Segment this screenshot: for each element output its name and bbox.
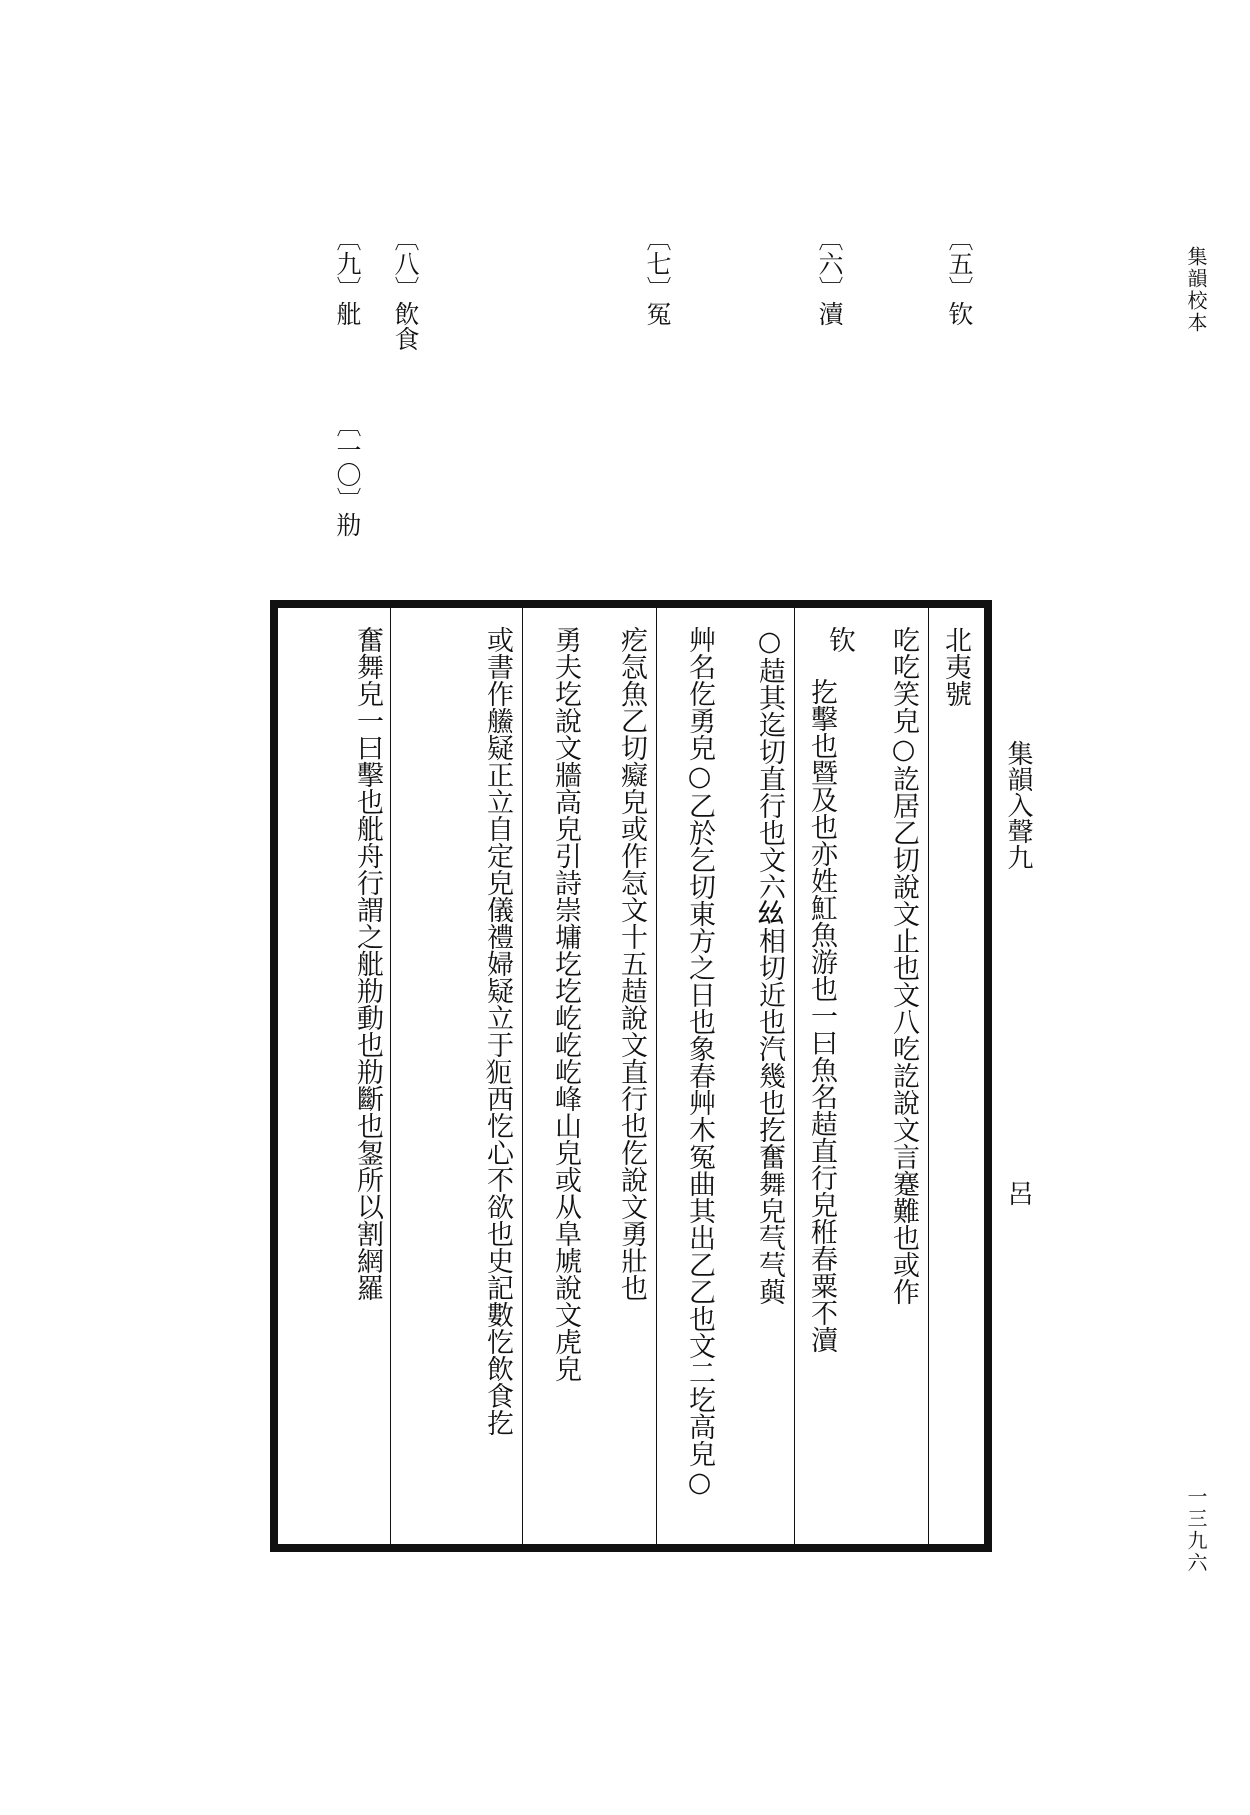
text-column-9: 或書作䲍疑正立自定皃儀禮婦疑立于𤜸西忔心不欲也史記數忔飲食扢: [482, 626, 513, 1436]
running-title: 集韻校本: [1184, 246, 1208, 334]
footnote-6: [814, 226, 844, 326]
footnote-marker: 〔九〕: [333, 226, 362, 301]
footnote-9: [332, 226, 362, 326]
block-margin-mark: 呂: [1003, 1180, 1033, 1206]
footnote-marker: 〔七〕: [643, 226, 672, 301]
column-rule: [928, 608, 929, 1544]
footnote-marker: 〔八〕: [391, 226, 420, 301]
column-rule: [656, 608, 657, 1544]
text-column-1: 北夷號: [940, 626, 971, 707]
footnote-5: [944, 226, 974, 326]
column-rule: [390, 608, 391, 1544]
footnote-marker: 〔五〕: [945, 226, 974, 301]
footnote-text: 冤: [643, 301, 672, 326]
text-column-5: ○趌其迄切直行也文六𢆶相切近也汽幾也扢奮舞皃芞芞藇: [754, 626, 785, 1305]
text-column-10: 奮舞皃一曰擊也舭舟行謂之舭㔙動也㔙斷也銞所以割網羅: [352, 626, 383, 1301]
block-margin-title: 集韻入聲九: [1003, 740, 1033, 870]
page-number: 一三九六: [1184, 1486, 1208, 1574]
footnote-text: 飲食: [391, 301, 420, 351]
woodblock-page: [270, 600, 992, 1552]
footnote-text: 瀆: [815, 301, 844, 326]
footnote-text: 舭: [333, 301, 362, 326]
footnote-10: [332, 412, 362, 537]
footnote-7: [642, 226, 672, 326]
text-column-8: 勇夫圪說文牆高皃引詩崇墉圪圪屹屹屹峰山皃或从阜虓說文虎皃: [550, 626, 581, 1382]
footnote-8: [390, 226, 420, 351]
column-rule: [794, 608, 795, 1544]
text-column-6: 艸名仡勇皃○乙於乞切東方之日也象春艸木冤曲其出乙乙也文二圪高皃○: [684, 626, 715, 1498]
footnote-text: 㔙: [333, 512, 362, 537]
text-column-4: 扢擊也暨及也亦姓魟魚游也一曰魚名趌直行皃秹春粟不瀆: [806, 678, 837, 1353]
text-column-7: 疙忥魚乙切癡皃或作忥文十五趌說文直行也仡說文勇壯也: [616, 626, 647, 1301]
column-rule: [522, 608, 523, 1544]
text-column-3: 钦: [824, 626, 855, 653]
text-column-2: 吃吃笑皃○訖居乙切說文止也文八吃訖說文言蹇難也或作: [888, 626, 919, 1305]
footnote-marker: 〔六〕: [815, 226, 844, 301]
footnote-text: 钦: [945, 301, 974, 326]
footnote-marker: 〔一〇〕: [333, 412, 362, 512]
